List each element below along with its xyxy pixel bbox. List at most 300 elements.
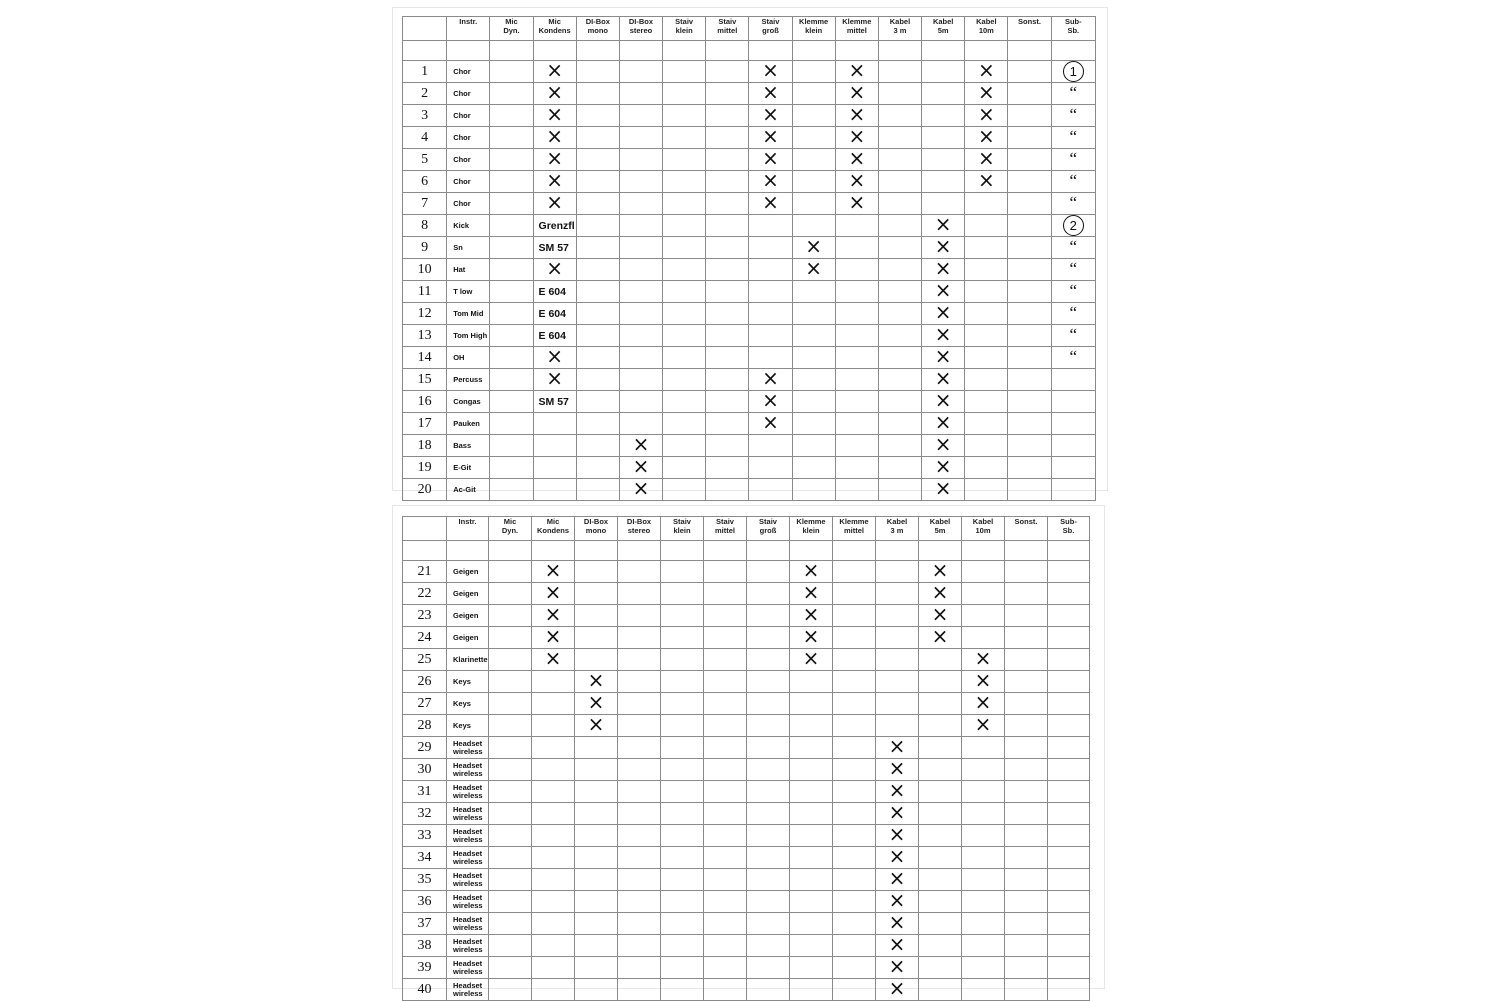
check-cell (876, 649, 919, 671)
check-cell (749, 83, 792, 105)
check-cell (576, 391, 619, 413)
check-cell (876, 737, 919, 759)
check-cell (749, 149, 792, 171)
cross-mark-icon: × (546, 170, 563, 192)
table-row (403, 413, 1096, 435)
table-row (403, 935, 1090, 957)
check-cell (835, 391, 878, 413)
cross-mark-icon: × (888, 978, 906, 1000)
check-cell (965, 413, 1008, 435)
check-cell (663, 193, 706, 215)
check-cell (922, 259, 965, 281)
check-cell (876, 605, 919, 627)
check-cell (792, 105, 835, 127)
check-cell (532, 891, 575, 913)
channel-number: 25 (403, 649, 447, 671)
subgroup-cell (1048, 759, 1090, 781)
check-cell (749, 281, 792, 303)
check-cell (575, 715, 618, 737)
check-cell (1005, 627, 1048, 649)
cross-mark-icon: × (934, 324, 952, 346)
spacer-row (403, 541, 1090, 561)
check-cell (1008, 149, 1051, 171)
check-cell (532, 671, 575, 693)
check-cell (663, 149, 706, 171)
check-cell (792, 215, 835, 237)
check-cell (1005, 781, 1048, 803)
instrument-label: Keys (447, 671, 489, 693)
subgroup-cell (1051, 171, 1095, 193)
check-cell (922, 413, 965, 435)
check-cell (790, 847, 833, 869)
mic-model-text: E 604 (538, 307, 566, 320)
check-cell (962, 759, 1005, 781)
subgroup-cell (1051, 391, 1095, 413)
instrument-label: Geigen (447, 561, 489, 583)
check-cell (706, 479, 749, 501)
check-cell (878, 105, 921, 127)
check-cell (878, 215, 921, 237)
check-cell (878, 149, 921, 171)
check-cell (919, 605, 962, 627)
check-cell (490, 105, 533, 127)
subgroup-cell (1051, 435, 1095, 457)
channel-number: 31 (403, 781, 447, 803)
check-cell (835, 127, 878, 149)
empty-cell (447, 41, 490, 61)
check-cell (1008, 193, 1051, 215)
check-cell (962, 825, 1005, 847)
check-cell (490, 435, 533, 457)
channel-number: 4 (403, 127, 447, 149)
subgroup-cell (1051, 259, 1095, 281)
table-row (403, 347, 1096, 369)
subgroup-cell (1051, 105, 1095, 127)
check-cell (1008, 347, 1051, 369)
check-cell (489, 847, 532, 869)
check-cell (663, 347, 706, 369)
channel-number: 12 (403, 303, 447, 325)
header-cell: DI-Box stereo (618, 517, 661, 541)
check-cell (1005, 649, 1048, 671)
check-cell (618, 781, 661, 803)
check-cell (575, 869, 618, 891)
check-cell (878, 281, 921, 303)
cross-mark-icon: × (546, 104, 563, 126)
check-cell (1005, 891, 1048, 913)
cross-mark-icon: × (848, 104, 866, 126)
cross-mark-icon: × (977, 104, 995, 126)
cross-mark-icon: × (934, 434, 952, 456)
table-row (403, 869, 1090, 891)
instrument-label: Headset wireless (447, 825, 489, 847)
check-cell (792, 413, 835, 435)
check-cell (792, 369, 835, 391)
check-cell (618, 737, 661, 759)
check-cell (922, 325, 965, 347)
sheet-2 (393, 506, 1104, 1000)
cross-mark-icon: × (848, 148, 866, 170)
check-cell (876, 803, 919, 825)
subgroup-cell (1051, 413, 1095, 435)
check-cell (965, 369, 1008, 391)
instrument-label: Klarinette (447, 649, 489, 671)
check-cell (533, 303, 576, 325)
channel-number: 29 (403, 737, 447, 759)
subgroup-cell (1048, 561, 1090, 583)
channel-number: 37 (403, 913, 447, 935)
empty-cell (1051, 41, 1095, 61)
check-cell (576, 83, 619, 105)
check-cell (618, 869, 661, 891)
cross-mark-icon: × (587, 670, 605, 692)
table-row (403, 891, 1090, 913)
check-cell (532, 627, 575, 649)
check-cell (489, 605, 532, 627)
cross-mark-icon: × (977, 60, 995, 82)
check-cell (618, 957, 661, 979)
cross-mark-icon: × (934, 456, 952, 478)
check-cell (533, 83, 576, 105)
check-cell (1005, 583, 1048, 605)
cross-mark-icon: × (931, 582, 949, 604)
instrument-label: Chor (447, 83, 490, 105)
check-cell (919, 803, 962, 825)
check-cell (922, 281, 965, 303)
check-cell (919, 627, 962, 649)
check-cell (965, 237, 1008, 259)
check-cell (747, 649, 790, 671)
check-cell (962, 649, 1005, 671)
subgroup-cell (1051, 457, 1095, 479)
cross-mark-icon: × (546, 82, 563, 104)
mic-model-text: Grenzfl (538, 219, 575, 232)
check-cell (747, 803, 790, 825)
check-cell (619, 149, 662, 171)
channel-number: 38 (403, 935, 447, 957)
empty-cell (919, 541, 962, 561)
check-cell (575, 671, 618, 693)
cross-mark-icon: × (934, 412, 952, 434)
check-cell (532, 913, 575, 935)
instrument-label: Headset wireless (447, 737, 489, 759)
table-row (403, 325, 1096, 347)
instrument-label: Chor (447, 171, 490, 193)
check-cell (490, 61, 533, 83)
check-cell (661, 891, 704, 913)
instrument-label: Chor (447, 61, 490, 83)
check-cell (533, 457, 576, 479)
header-cell: Kabel 5m (922, 17, 965, 41)
header-cell: Staiv mittel (704, 517, 747, 541)
cross-mark-icon: × (546, 60, 563, 82)
subgroup-cell (1051, 281, 1095, 303)
check-cell (833, 891, 876, 913)
check-cell (576, 479, 619, 501)
check-cell (704, 737, 747, 759)
empty-cell (790, 541, 833, 561)
check-cell (575, 759, 618, 781)
check-cell (833, 869, 876, 891)
channel-number: 40 (403, 979, 447, 1001)
check-cell (919, 825, 962, 847)
check-cell (706, 171, 749, 193)
check-cell (618, 715, 661, 737)
check-cell (878, 193, 921, 215)
check-cell (532, 935, 575, 957)
empty-cell (490, 41, 533, 61)
check-cell (790, 869, 833, 891)
check-cell (575, 935, 618, 957)
check-cell (833, 605, 876, 627)
check-cell (922, 479, 965, 501)
table-row (403, 105, 1096, 127)
check-cell (922, 215, 965, 237)
cross-mark-icon: × (762, 82, 779, 104)
check-cell (876, 847, 919, 869)
check-cell (876, 671, 919, 693)
channel-number: 21 (403, 561, 447, 583)
table-row (403, 83, 1096, 105)
check-cell (575, 605, 618, 627)
check-cell (1005, 847, 1048, 869)
check-cell (704, 759, 747, 781)
table-row (403, 259, 1096, 281)
check-cell (790, 913, 833, 935)
check-cell (661, 737, 704, 759)
check-cell (618, 803, 661, 825)
empty-cell (533, 41, 576, 61)
patch-table-1 (402, 16, 1096, 501)
check-cell (576, 259, 619, 281)
check-cell (962, 737, 1005, 759)
check-cell (747, 627, 790, 649)
check-cell (835, 281, 878, 303)
cross-mark-icon: × (544, 626, 562, 648)
check-cell (965, 105, 1008, 127)
table-row (403, 759, 1090, 781)
channel-number: 24 (403, 627, 447, 649)
header-cell: Staiv groß (749, 17, 792, 41)
check-cell (489, 649, 532, 671)
table-row (403, 479, 1096, 501)
check-cell (704, 649, 747, 671)
check-cell (792, 479, 835, 501)
check-cell (749, 369, 792, 391)
header-cell-number (403, 517, 447, 541)
check-cell (706, 237, 749, 259)
subgroup-cell (1048, 803, 1090, 825)
check-cell (747, 583, 790, 605)
instrument-label: Chor (447, 105, 490, 127)
check-cell (835, 479, 878, 501)
check-cell (922, 391, 965, 413)
check-cell (619, 215, 662, 237)
cross-mark-icon: × (888, 846, 906, 868)
cross-mark-icon: × (934, 302, 952, 324)
check-cell (576, 237, 619, 259)
subgroup-cell (1051, 237, 1095, 259)
check-cell (749, 237, 792, 259)
subgroup-cell (1048, 825, 1090, 847)
check-cell (965, 347, 1008, 369)
check-cell (618, 935, 661, 957)
check-cell (1008, 435, 1051, 457)
check-cell (790, 759, 833, 781)
check-cell (618, 693, 661, 715)
header-row (403, 517, 1090, 541)
table-row (403, 171, 1096, 193)
check-cell (618, 913, 661, 935)
check-cell (576, 281, 619, 303)
channel-number: 33 (403, 825, 447, 847)
check-cell (619, 413, 662, 435)
table-row (403, 61, 1096, 83)
check-cell (919, 693, 962, 715)
cross-mark-icon: × (888, 934, 906, 956)
check-cell (835, 325, 878, 347)
cross-mark-icon: × (888, 802, 906, 824)
cross-mark-icon: × (931, 560, 949, 582)
channel-number: 14 (403, 347, 447, 369)
table-row (403, 825, 1090, 847)
check-cell (663, 303, 706, 325)
check-cell (661, 803, 704, 825)
empty-cell (403, 41, 447, 61)
cross-mark-icon: × (888, 890, 906, 912)
check-cell (533, 61, 576, 83)
check-cell (919, 583, 962, 605)
check-cell (919, 957, 962, 979)
check-cell (619, 369, 662, 391)
check-cell (1005, 803, 1048, 825)
empty-cell (749, 41, 792, 61)
check-cell (663, 435, 706, 457)
check-cell (878, 127, 921, 149)
check-cell (619, 193, 662, 215)
check-cell (878, 457, 921, 479)
check-cell (490, 413, 533, 435)
check-cell (663, 281, 706, 303)
header-cell: DI-Box stereo (619, 17, 662, 41)
check-cell (1005, 913, 1048, 935)
check-cell (533, 347, 576, 369)
check-cell (919, 561, 962, 583)
header-cell: DI-Box mono (575, 517, 618, 541)
empty-cell (706, 41, 749, 61)
check-cell (878, 435, 921, 457)
check-cell (792, 61, 835, 83)
check-cell (835, 369, 878, 391)
cross-mark-icon: × (934, 236, 952, 258)
check-cell (876, 715, 919, 737)
check-cell (661, 759, 704, 781)
check-cell (835, 61, 878, 83)
check-cell (663, 479, 706, 501)
check-cell (619, 303, 662, 325)
cross-mark-icon: × (632, 434, 650, 456)
channel-number: 28 (403, 715, 447, 737)
spacer-row (403, 41, 1096, 61)
cross-mark-icon: × (762, 60, 779, 82)
check-cell (1008, 457, 1051, 479)
check-cell (965, 325, 1008, 347)
check-cell (532, 561, 575, 583)
channel-number: 32 (403, 803, 447, 825)
check-cell (576, 303, 619, 325)
cross-mark-icon: × (848, 82, 866, 104)
check-cell (1005, 979, 1048, 1001)
cross-mark-icon: × (762, 104, 779, 126)
ditto-mark: “ (1069, 324, 1078, 344)
check-cell (489, 891, 532, 913)
cross-mark-icon: × (632, 456, 650, 478)
check-cell (792, 457, 835, 479)
check-cell (1005, 671, 1048, 693)
check-cell (965, 303, 1008, 325)
check-cell (919, 847, 962, 869)
check-cell (532, 869, 575, 891)
channel-number: 35 (403, 869, 447, 891)
check-cell (663, 391, 706, 413)
cross-mark-icon: × (848, 192, 866, 214)
empty-cell (704, 541, 747, 561)
instrument-label: Headset wireless (447, 979, 489, 1001)
table-row (403, 627, 1090, 649)
channel-number: 39 (403, 957, 447, 979)
check-cell (704, 979, 747, 1001)
check-cell (749, 347, 792, 369)
header-cell-number (403, 17, 447, 41)
cross-mark-icon: × (802, 604, 820, 626)
check-cell (790, 825, 833, 847)
check-cell (661, 649, 704, 671)
header-cell: Staiv klein (661, 517, 704, 541)
channel-number: 10 (403, 259, 447, 281)
subgroup-cell (1051, 479, 1095, 501)
check-cell (490, 325, 533, 347)
check-cell (876, 979, 919, 1001)
mic-model-text: SM 57 (538, 395, 569, 408)
instrument-label: Chor (447, 149, 490, 171)
check-cell (833, 803, 876, 825)
header-cell: Kabel 3 m (878, 17, 921, 41)
check-cell (706, 127, 749, 149)
cross-mark-icon: × (888, 780, 906, 802)
check-cell (576, 127, 619, 149)
check-cell (790, 979, 833, 1001)
instrument-label: Keys (447, 715, 489, 737)
check-cell (965, 83, 1008, 105)
check-cell (619, 127, 662, 149)
check-cell (747, 913, 790, 935)
check-cell (619, 105, 662, 127)
check-cell (489, 803, 532, 825)
check-cell (747, 979, 790, 1001)
check-cell (919, 869, 962, 891)
check-cell (532, 847, 575, 869)
instrument-label: Bass (447, 435, 490, 457)
check-cell (876, 957, 919, 979)
header-cell: Mic Kondens (532, 517, 575, 541)
cross-mark-icon: × (888, 868, 906, 890)
check-cell (661, 935, 704, 957)
instrument-label: Percuss (447, 369, 490, 391)
subgroup-cell (1048, 649, 1090, 671)
check-cell (965, 435, 1008, 457)
header-cell: Staiv klein (663, 17, 706, 41)
check-cell (663, 237, 706, 259)
